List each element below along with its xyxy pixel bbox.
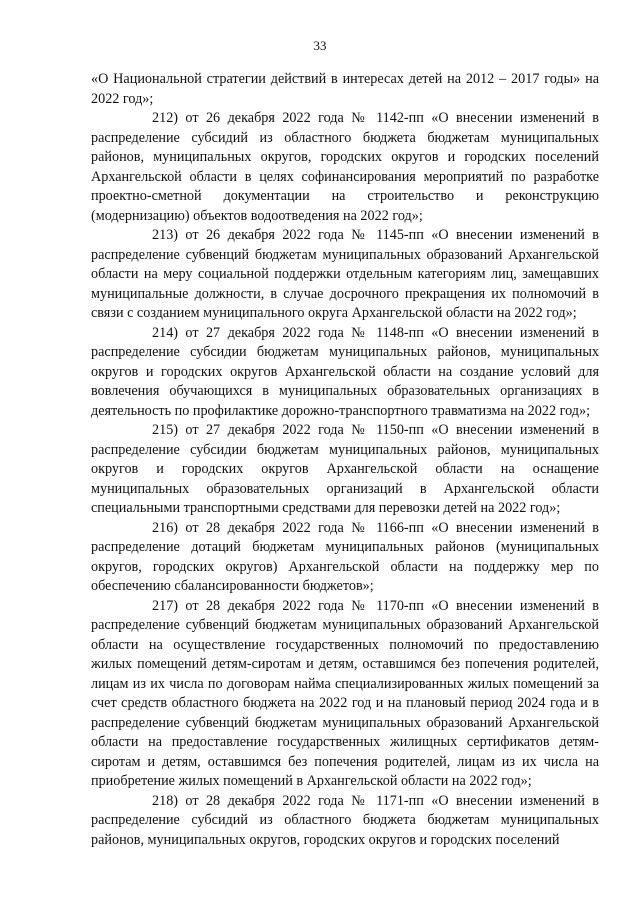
- list-item-213: 213) от 26 декабря 2022 года № 1145-пп «О внесении изменений в распределение субвенций бюджетам муниципальных образований Архангельской области на меру социальной поддержки отдельным категориям лиц, замещавших муниципальные должности, в случае досрочного прекращения их полномочий в связи с созданием муниципального округа Архангельской области на 2022 год»;: [91, 227, 599, 321]
- list-item-218: 218) от 28 декабря 2022 года № 1171-пп «О внесении изменений в распределение субсидий из областного бюджета бюджетам муниципальных районов, муниципальных округов, городских округов и городских поселений: [91, 792, 599, 848]
- page-number: 33: [313, 38, 327, 53]
- paragraph-continuation: «О Национальной стратегии действий в интересах детей на 2012 – 2017 годы» на 2022 год»;: [91, 71, 599, 107]
- list-item-212: 212) от 26 декабря 2022 года № 1142-пп «О внесении изменений в распределение субсидий из областного бюджета бюджетам муниципальных районов, муниципальных округов, городских округов и городских поселений Архангельской области в целях софинансирования мероприятий по разработке проектно-сметной документации на строительство и реконструкцию (модернизацию) объектов водоотведения на 2022 год»;: [91, 110, 599, 224]
- document-body: [91, 70, 599, 850]
- list-item-216: 216) от 28 декабря 2022 года № 1166-пп «О внесении изменений в распределение дотаций бюджетам муниципальных районов (муниципальных округов, городских округов) Архангельской области на поддержку мер по обеспечению сбалансированности бюджетов»;: [91, 519, 599, 594]
- list-item-215: 215) от 27 декабря 2022 года № 1150-пп «О внесении изменений в распределение субсидии бюджетам муниципальных районов, муниципальных округов и городских округов Архангельской области на оснащение муниципальных образовательных организаций в Архангельской области специальными транспортными средствами для перевозки детей на 2022 год»;: [91, 422, 599, 516]
- list-item-217: 217) от 28 декабря 2022 года № 1170-пп «О внесении изменений в распределение субвенций бюджетам муниципальных образований Архангельской области на осуществление государственных полномочий по предоставлению жилых помещений детям-сиротам и детям, оставшимся без попечения родителей, лицам из их числа по договорам найма специализированных жилых помещений за счет средств областного бюджета на 2022 год и на плановый период 2024 года и в распределение субвенций бюджетам муниципальных образований Архангельской области на предоставление государственных жилищных сертификатов детям-сиротам и детям, оставшимся без попечения родителей, лицам из их числа на приобретение жилых помещений в Архангельской области на 2022 год»;: [91, 597, 599, 789]
- list-item-214: 214) от 27 декабря 2022 года № 1148-пп «О внесении изменений в распределение субсидии бюджетам муниципальных районов, муниципальных округов и городских округов Архангельской области на создание условий для вовлечения обучающихся в муниципальных образовательных организациях в деятельность по профилактике дорожно-транспортного травматизма на 2022 год»;: [91, 324, 599, 419]
